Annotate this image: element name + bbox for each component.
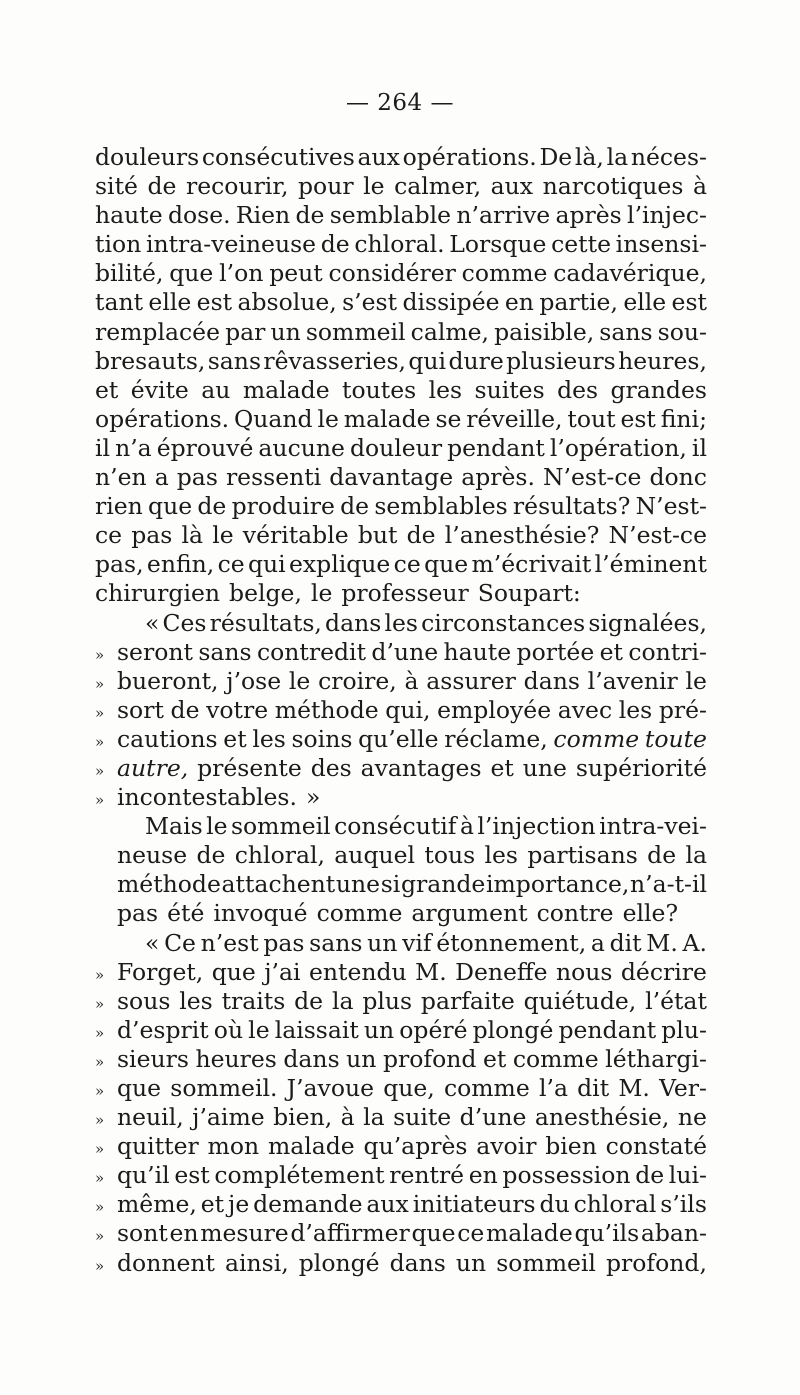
line-text: chirurgien belge, le professeur Soupart: xyxy=(95,579,581,608)
line-text: sieurs heures dans un profond et comme léthargi- xyxy=(117,1044,707,1073)
line-text: sort de votre méthode qui, employée avec les pré- xyxy=(117,695,707,724)
text-line xyxy=(95,230,707,259)
text-line xyxy=(95,579,707,608)
quote-mark: » xyxy=(95,732,105,751)
line-text: « Ce n’est pas sans un vif étonnement, a dit M. A. xyxy=(145,928,707,957)
text-line xyxy=(95,172,707,201)
line-text: pas été invoqué comme argument contre elle? xyxy=(117,899,679,928)
text-line xyxy=(95,143,707,172)
line-text: sité de recourir, pour le calmer, aux narcotiques à xyxy=(95,172,707,201)
quote-mark: » xyxy=(95,1023,105,1042)
text-line xyxy=(95,929,707,958)
line-text: il n’a éprouvé aucune douleur pendant l’opération, il xyxy=(95,433,707,462)
line-text: remplacée par un sommeil calme, paisible, sans sou- xyxy=(95,317,707,346)
quote-mark: » xyxy=(95,994,105,1013)
text-line xyxy=(95,318,707,347)
line-text: bresauts, sans rêvasseries, qui dure plusieurs heures, xyxy=(95,346,707,375)
line-text: d’esprit où le laissait un opéré plongé pendant plu- xyxy=(117,1015,707,1044)
text-line xyxy=(95,1249,707,1278)
quote-mark: » xyxy=(95,703,105,722)
line-text: méthode attachent une si grande importance, n’a-t-il xyxy=(117,870,707,899)
text-line xyxy=(95,347,707,376)
line-text: qu’il est complétement rentré en possession de lui- xyxy=(117,1161,707,1190)
text-line xyxy=(95,899,707,928)
text-line xyxy=(95,725,707,754)
line-text: sous les traits de la plus parfaite quiétude, l’état xyxy=(117,986,707,1015)
text-line xyxy=(95,492,707,521)
line-text: cautions et les soins qu’elle réclame, comme toute xyxy=(117,724,707,753)
line-text: autre, présente des avantages et une supériorité xyxy=(117,753,707,782)
line-text: neuse de chloral, auquel tous les partisans de la xyxy=(117,841,707,870)
text-line xyxy=(95,201,707,230)
quote-mark: » xyxy=(95,1052,105,1071)
line-text: « Ces résultats, dans les circonstances signalées, xyxy=(145,608,707,637)
line-text: pas, enfin, ce qui explique ce que m’écrivait l’éminent xyxy=(95,550,707,579)
text-line xyxy=(95,550,707,579)
quote-mark: » xyxy=(95,791,105,810)
text-line xyxy=(95,288,707,317)
line-text: et évite au malade toutes les suites des grandes xyxy=(95,375,707,404)
text-line xyxy=(95,405,707,434)
page-number: — 264 — xyxy=(345,90,455,116)
text-line xyxy=(95,1132,707,1161)
line-text: que sommeil. J’avoue que, comme l’a dit M. Ver- xyxy=(117,1074,707,1102)
text-line xyxy=(95,783,707,812)
line-text: Forget, que j’ai entendu M. Deneffe nous décrire xyxy=(117,957,707,986)
text-line xyxy=(95,1016,707,1045)
text-line xyxy=(95,259,707,288)
text-line xyxy=(95,638,707,667)
line-text: donnent ainsi, plongé dans un sommeil profond, xyxy=(117,1248,707,1277)
line-text: Mais le sommeil consécutif à l’injection intra-vei- xyxy=(145,812,707,841)
line-text: incontestables. » xyxy=(117,783,321,812)
quote-mark: » xyxy=(95,1227,105,1246)
quote-mark: » xyxy=(95,1140,105,1159)
text-line xyxy=(95,987,707,1016)
line-text: même, et je demande aux initiateurs du chloral s’ils xyxy=(117,1190,707,1219)
line-text: douleurs consécutives aux opérations. De là, la néces- xyxy=(95,143,707,171)
text-line xyxy=(95,1045,707,1074)
text-line xyxy=(95,841,707,870)
line-text: neuil, j’aime bien, à la suite d’une anesthésie, ne xyxy=(117,1103,707,1132)
quote-mark: » xyxy=(95,1111,105,1130)
text-line xyxy=(95,1219,707,1248)
text-line xyxy=(95,521,707,550)
line-text: sont en mesure d’affirmer que ce malade qu’ils aban- xyxy=(117,1219,707,1248)
line-text: tion intra-veineuse de chloral. Lorsque cette insensi- xyxy=(95,230,707,259)
text-line xyxy=(95,609,707,638)
quote-mark: » xyxy=(95,1169,105,1188)
line-text: opérations. Quand le malade se réveille, tout est fini; xyxy=(95,404,707,433)
body-text xyxy=(95,143,707,1278)
line-text: seront sans contredit d’une haute portée et contri- xyxy=(117,637,707,666)
quote-mark: » xyxy=(95,1198,105,1217)
text-line xyxy=(95,1161,707,1190)
line-text: rien que de produire de semblables résultats? N’est- xyxy=(95,492,707,521)
text-line xyxy=(95,958,707,987)
quote-mark: » xyxy=(95,1082,105,1100)
line-text: quitter mon malade qu’après avoir bien constaté xyxy=(117,1132,707,1161)
quote-mark: » xyxy=(95,965,105,984)
text-line xyxy=(95,754,707,783)
line-text: tant elle est absolue, s’est dissipée en partie, elle est xyxy=(95,288,707,317)
quote-mark: » xyxy=(95,674,105,693)
text-line xyxy=(95,812,707,841)
text-line xyxy=(95,1074,707,1103)
quote-mark: » xyxy=(95,645,105,664)
text-line xyxy=(95,870,707,899)
text-line xyxy=(95,376,707,405)
quote-mark: » xyxy=(95,761,105,780)
line-text: bueront, j’ose le croire, à assurer dans l’avenir le xyxy=(117,666,707,695)
line-text: haute dose. Rien de semblable n’arrive après l’injec- xyxy=(95,201,707,230)
text-line xyxy=(95,1190,707,1219)
line-text: bilité, que l’on peut considérer comme cadavérique, xyxy=(95,259,707,288)
text-line xyxy=(95,1103,707,1132)
line-text: n’en a pas ressenti davantage après. N’est-ce donc xyxy=(95,463,707,492)
line-text: ce pas là le véritable but de l’anesthésie? N’est-ce xyxy=(95,521,707,550)
text-line xyxy=(95,667,707,696)
text-line xyxy=(95,696,707,725)
quote-mark: » xyxy=(95,1256,105,1275)
text-line xyxy=(95,463,707,492)
text-line xyxy=(95,434,707,463)
